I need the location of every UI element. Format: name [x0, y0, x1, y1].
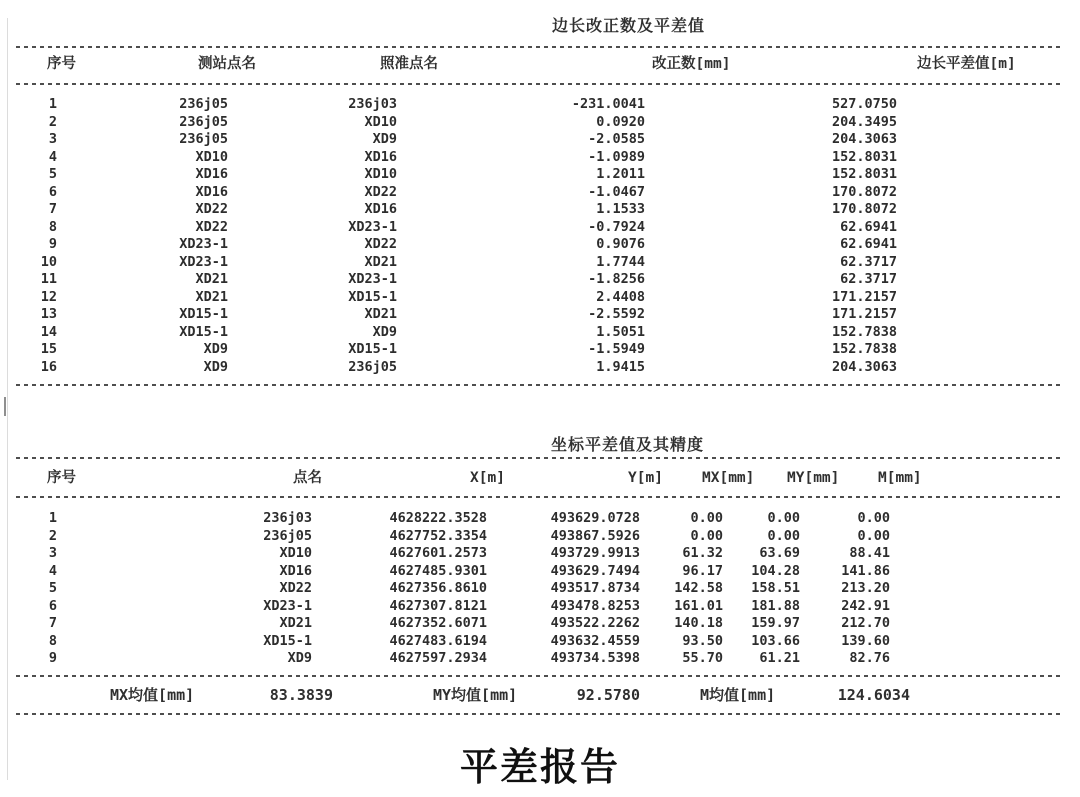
table2-body [0, 510, 1080, 668]
table2-header-mx: MX[mm] [702, 470, 755, 486]
table1-row [0, 219, 1080, 237]
cell-target: XD23-1 [348, 271, 397, 287]
cell-length: 204.3063 [831, 358, 897, 375]
cell-x: 4628222.3528 [389, 510, 487, 526]
cell-length: 171.2157 [831, 288, 897, 305]
table2-row [0, 563, 1080, 581]
cell-correction: -0.7924 [588, 218, 645, 235]
cell-length: 170.8072 [831, 183, 897, 200]
cell-x: 4627356.8610 [389, 580, 487, 596]
cell-name: XD9 [287, 650, 312, 666]
cell-my: 104.28 [751, 562, 800, 579]
cell-length: 62.6941 [840, 218, 897, 235]
table1-row [0, 324, 1080, 342]
cell-station: XD22 [195, 201, 228, 217]
cell-target: XD15-1 [348, 288, 397, 305]
cell-station: 236j05 [179, 113, 228, 130]
cell-station: 236j05 [179, 131, 228, 147]
cell-mx: 0.00 [690, 510, 723, 526]
table2-row [0, 650, 1080, 668]
table2-header-my: MY[mm] [787, 470, 840, 486]
cell-seq: 16 [40, 358, 57, 375]
table1-row [0, 166, 1080, 184]
cell-name: XD23-1 [263, 597, 312, 614]
cell-correction: -1.0467 [588, 183, 645, 200]
cell-length: 62.6941 [840, 236, 897, 252]
cell-m: 213.20 [841, 580, 890, 596]
cell-seq: 6 [48, 597, 57, 614]
cell-mx: 61.32 [682, 545, 723, 561]
cell-correction: 1.9415 [596, 358, 645, 375]
table1-row [0, 271, 1080, 289]
cell-target: 236j05 [348, 358, 397, 375]
cell-seq: 8 [48, 218, 57, 235]
cell-name: XD16 [279, 562, 312, 579]
cell-station: XD9 [203, 358, 228, 375]
cell-length: 171.2157 [831, 306, 897, 322]
cell-correction: -2.5592 [588, 306, 645, 322]
table1-row [0, 341, 1080, 359]
cell-y: 493478.8253 [550, 597, 640, 614]
cell-length: 152.8031 [831, 166, 897, 182]
table2-header-row [0, 466, 1080, 490]
cell-correction: -1.8256 [588, 271, 645, 287]
cell-length: 62.3717 [840, 253, 897, 270]
table1-row [0, 96, 1080, 114]
cell-station: XD22 [195, 218, 228, 235]
cell-target: XD10 [364, 113, 397, 130]
table1-title: 边长改正数及平差值 [552, 16, 706, 35]
cell-seq: 4 [48, 148, 57, 165]
cell-my: 63.69 [759, 545, 800, 561]
cell-target: XD9 [372, 323, 397, 340]
cell-correction: 1.7744 [596, 253, 645, 270]
cell-name: XD15-1 [263, 632, 312, 649]
cell-x: 4627597.2934 [389, 650, 487, 666]
cell-y: 493517.8734 [550, 580, 640, 596]
table1-header-divider [16, 83, 1064, 85]
table2-row [0, 580, 1080, 598]
cell-m: 82.76 [849, 650, 890, 666]
table1-header-no: 序号 [47, 56, 76, 72]
cell-name: 236j05 [263, 527, 312, 544]
table1-row [0, 359, 1080, 377]
table1-row [0, 289, 1080, 307]
m-mean-value: 124.6034 [837, 686, 910, 704]
cell-x: 4627752.3354 [389, 527, 487, 544]
cell-seq: 10 [40, 253, 57, 270]
table1-row [0, 114, 1080, 132]
cell-target: 236j03 [348, 96, 397, 112]
cell-m: 139.60 [841, 632, 890, 649]
cell-my: 103.66 [751, 632, 800, 649]
cell-target: XD9 [372, 131, 397, 147]
table2-row [0, 615, 1080, 633]
cell-correction: -1.5949 [588, 341, 645, 357]
cell-x: 4627307.8121 [389, 597, 487, 614]
cell-target: XD21 [364, 306, 397, 322]
table2-header-no: 序号 [47, 470, 76, 486]
table1-header-station: 测站点名 [198, 56, 256, 72]
cell-correction: -1.0989 [588, 148, 645, 165]
cell-station: XD16 [195, 166, 228, 182]
cell-station: XD23-1 [179, 253, 228, 270]
table1-bottom-divider [16, 384, 1064, 386]
m-mean-label: M均值[mm] [700, 686, 776, 704]
table2-title: 坐标平差值及其精度 [551, 435, 705, 454]
cell-seq: 5 [48, 166, 57, 182]
cell-seq: 8 [48, 632, 57, 649]
cell-y: 493629.0728 [550, 510, 640, 526]
my-mean-label: MY均值[mm] [433, 686, 518, 704]
cell-mx: 55.70 [682, 650, 723, 666]
cell-my: 0.00 [767, 510, 800, 526]
table2-row [0, 528, 1080, 546]
table2-header-m: M[mm] [878, 470, 922, 486]
cell-correction: 1.1533 [596, 201, 645, 217]
cell-m: 0.00 [857, 510, 890, 526]
cell-station: XD10 [195, 148, 228, 165]
cell-seq: 6 [48, 183, 57, 200]
cell-seq: 1 [48, 510, 57, 526]
table2-header-name: 点名 [293, 470, 322, 486]
table1-row [0, 131, 1080, 149]
cell-length: 62.3717 [840, 271, 897, 287]
cell-seq: 4 [48, 562, 57, 579]
table1-row [0, 201, 1080, 219]
cell-seq: 13 [40, 306, 57, 322]
cell-seq: 2 [48, 113, 57, 130]
table1-header-length: 边长平差值[m] [917, 56, 1016, 72]
cell-length: 152.8031 [831, 148, 897, 165]
mx-mean-label: MX均值[mm] [110, 686, 195, 704]
cell-my: 158.51 [751, 580, 800, 596]
cell-x: 4627601.2573 [389, 545, 487, 561]
table1-row [0, 306, 1080, 324]
table2-top-divider [16, 457, 1064, 459]
cell-correction: 2.4408 [596, 288, 645, 305]
cell-name: XD10 [279, 545, 312, 561]
cell-y: 493632.4559 [550, 632, 640, 649]
cell-station: XD16 [195, 183, 228, 200]
cell-target: XD16 [364, 148, 397, 165]
cell-seq: 12 [40, 288, 57, 305]
table1-row [0, 149, 1080, 167]
cell-y: 493734.5398 [550, 650, 640, 666]
cell-target: XD22 [364, 236, 397, 252]
cell-y: 493522.2262 [550, 615, 640, 631]
cell-correction: 1.2011 [596, 166, 645, 182]
cell-m: 242.91 [841, 597, 890, 614]
cell-mx: 142.58 [674, 580, 723, 596]
cell-y: 493729.9913 [550, 545, 640, 561]
cell-seq: 11 [40, 271, 57, 287]
cell-x: 4627483.6194 [389, 632, 487, 649]
cell-y: 493629.7494 [550, 562, 640, 579]
cell-seq: 3 [48, 131, 57, 147]
cell-length: 527.0750 [831, 96, 897, 112]
cell-length: 204.3063 [831, 131, 897, 147]
cell-mx: 140.18 [674, 615, 723, 631]
cell-name: XD22 [279, 580, 312, 596]
cell-seq: 15 [40, 341, 57, 357]
cell-mx: 93.50 [682, 632, 723, 649]
cell-target: XD21 [364, 253, 397, 270]
cell-station: XD9 [203, 341, 228, 357]
cell-correction: -231.0041 [571, 96, 645, 112]
table2-row [0, 633, 1080, 651]
cell-length: 152.7838 [831, 323, 897, 340]
my-mean-value: 92.5780 [576, 686, 640, 704]
cell-station: XD15-1 [179, 306, 228, 322]
cell-correction: 0.9076 [596, 236, 645, 252]
cell-m: 0.00 [857, 527, 890, 544]
cell-target: XD10 [364, 166, 397, 182]
table2-body-divider [16, 675, 1064, 677]
cell-seq: 9 [48, 650, 57, 666]
table2-header-divider [16, 496, 1064, 498]
cell-length: 170.8072 [831, 201, 897, 217]
cell-x: 4627352.6071 [389, 615, 487, 631]
cell-seq: 1 [48, 96, 57, 112]
cell-mx: 161.01 [674, 597, 723, 614]
report-title: 平差报告 [459, 747, 620, 789]
cell-station: 236j05 [179, 96, 228, 112]
cell-my: 181.88 [751, 597, 800, 614]
cell-seq: 2 [48, 527, 57, 544]
cell-seq: 7 [48, 201, 57, 217]
cell-mx: 96.17 [682, 562, 723, 579]
cell-station: XD21 [195, 271, 228, 287]
text-cursor [4, 397, 6, 416]
table2-row [0, 510, 1080, 528]
table1-header-target: 照准点名 [380, 56, 438, 72]
cell-seq: 14 [40, 323, 57, 340]
cell-correction: -2.0585 [588, 131, 645, 147]
table1-row [0, 184, 1080, 202]
table1-top-divider [16, 46, 1064, 48]
mx-mean-value: 83.3839 [269, 686, 333, 704]
table2-bottom-divider [16, 713, 1064, 715]
cell-mx: 0.00 [690, 527, 723, 544]
table2-header-x: X[m] [470, 470, 505, 486]
cell-seq: 9 [48, 236, 57, 252]
cell-length: 204.3495 [831, 113, 897, 130]
cell-station: XD15-1 [179, 323, 228, 340]
cell-target: XD15-1 [348, 341, 397, 357]
cell-name: 236j03 [263, 510, 312, 526]
table2-header-y: Y[m] [628, 470, 663, 486]
cell-correction: 1.5051 [596, 323, 645, 340]
table1-body [0, 96, 1080, 376]
cell-station: XD23-1 [179, 236, 228, 252]
cell-length: 152.7838 [831, 341, 897, 357]
cell-my: 61.21 [759, 650, 800, 666]
table1-header-correction: 改正数[mm] [652, 56, 731, 72]
cell-m: 88.41 [849, 545, 890, 561]
cell-seq: 3 [48, 545, 57, 561]
cell-my: 159.97 [751, 615, 800, 631]
cell-my: 0.00 [767, 527, 800, 544]
table1-row [0, 254, 1080, 272]
table2-row [0, 598, 1080, 616]
cell-name: XD21 [279, 615, 312, 631]
cell-target: XD22 [364, 183, 397, 200]
cell-m: 212.70 [841, 615, 890, 631]
table2-row [0, 545, 1080, 563]
table2-summary-row [0, 684, 1080, 706]
table1-row [0, 236, 1080, 254]
cell-seq: 7 [48, 615, 57, 631]
cell-y: 493867.5926 [550, 527, 640, 544]
cell-target: XD16 [364, 201, 397, 217]
cell-correction: 0.0920 [596, 113, 645, 130]
cell-station: XD21 [195, 288, 228, 305]
cell-x: 4627485.9301 [389, 562, 487, 579]
table1-header-row [0, 52, 1080, 76]
cell-seq: 5 [48, 580, 57, 596]
cell-m: 141.86 [841, 562, 890, 579]
cell-target: XD23-1 [348, 218, 397, 235]
